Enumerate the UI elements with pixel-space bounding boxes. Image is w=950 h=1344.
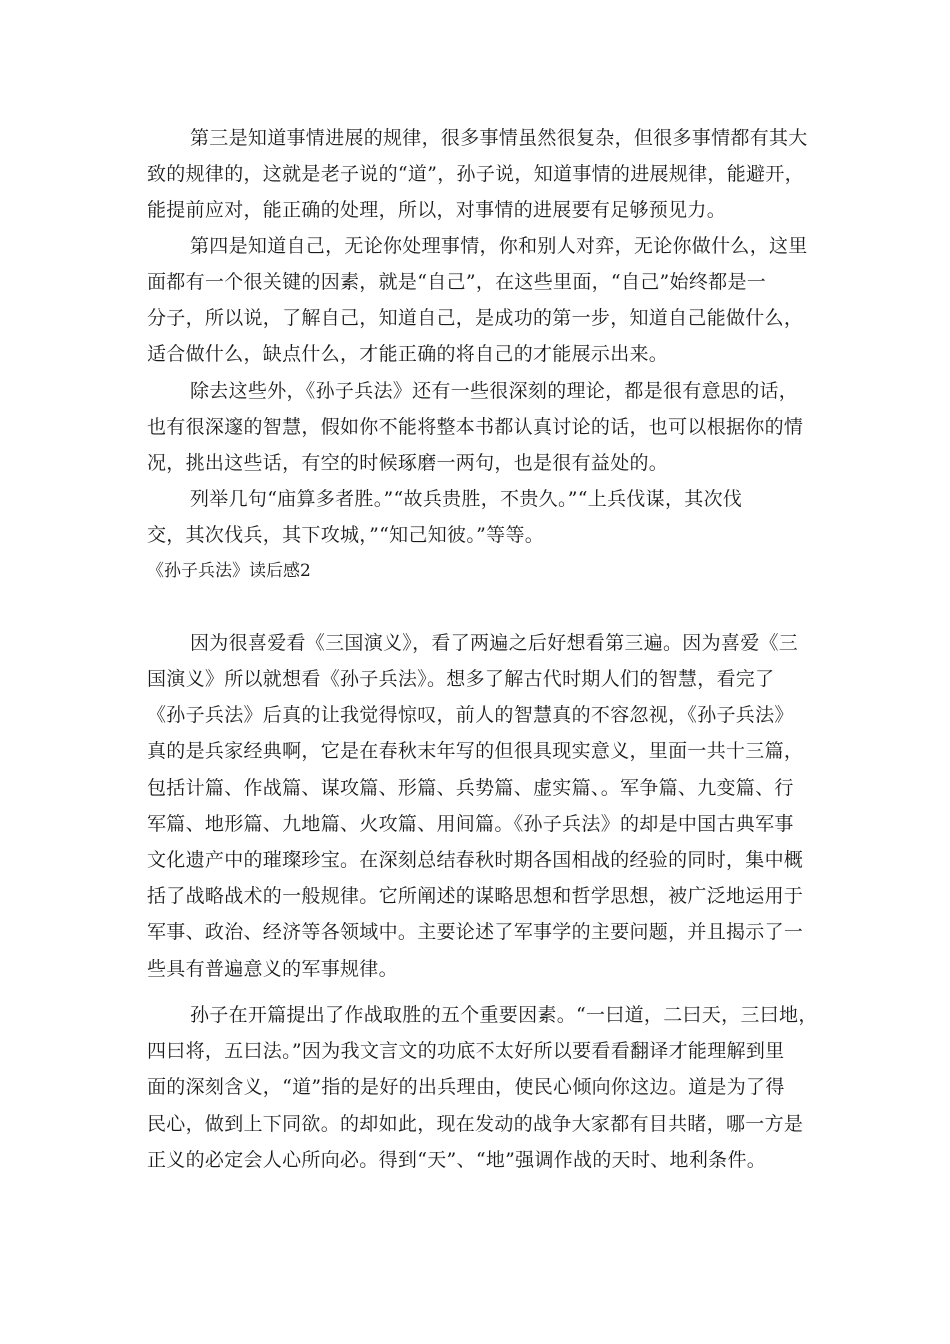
text-line: 面都有一个很关键的因素，就是“自己”，在这些里面，“自己”始终都是一	[147, 271, 767, 293]
text-line: 孙子在开篇提出了作战取胜的五个重要因素。“一曰道，二曰天，三曰地，	[190, 1004, 818, 1026]
text-line: 致的规律的，这就是老子说的“道”，孙子说，知道事情的进展规律，能避开，	[147, 163, 804, 185]
text-line: 况，挑出这些话，有空的时候琢磨一两句，也是很有益处的。	[147, 452, 669, 474]
text-line: 括了战略战术的一般规律。它所阐述的谋略思想和哲学思想，被广泛地运用于	[147, 885, 804, 907]
text-line: 民心，做到上下同欲。的却如此，现在发动的战争大家都有目共睹，哪一方是	[147, 1113, 804, 1135]
text-line: 包括计篇、作战篇、谋攻篇、形篇、兵势篇、虚实篇、。军争篇、九变篇、行	[147, 777, 794, 799]
text-line: 文化遗产中的璀璨珍宝。在深刻总结春秋时期各国相战的经验的同时，集中概	[147, 849, 804, 871]
text-line: 四曰将，五曰法。”因为我文言文的功底不太好所以要看看翻译才能理解到里	[147, 1040, 785, 1062]
text-line: 正义的必定会人心所向必。得到“天”、“地”强调作战的天时、地利条件。	[147, 1149, 767, 1171]
text-line: 《孙子兵法》后真的让我觉得惊叹，前人的智慧真的不容忽视，《孙子兵法》	[147, 704, 794, 726]
text-line: 能提前应对，能正确的处理，所以，对事情的进展要有足够预见力。	[147, 199, 727, 221]
section-heading: 《孙子兵法》读后感2	[147, 561, 311, 581]
text-line: 列举几句“庙算多者胜。”“故兵贵胜，不贵久。”“上兵伐谋，其次伐	[190, 488, 743, 510]
text-line: 国演义》所以就想看《孙子兵法》。想多了解古代时期人们的智慧，看完了	[147, 668, 775, 690]
text-line: 军篇、地形篇、九地篇、火攻篇、用间篇。《孙子兵法》的却是中国古典军事	[147, 813, 794, 835]
text-line: 真的是兵家经典啊，它是在春秋末年写的但很具现实意义，里面一共十三篇，	[147, 740, 804, 762]
text-line: 军事、政治、经济等各领域中。主要论述了军事学的主要问题，并且揭示了一	[147, 921, 804, 943]
text-line: 第三是知道事情进展的规律，很多事情虽然很复杂，但很多事情都有其大	[190, 127, 808, 149]
text-line: 因为很喜爱看《三国演义》，看了两遍之后好想看第三遍。因为喜爱《三	[190, 632, 799, 654]
text-line: 面的深刻含义，“道”指的是好的出兵理由，使民心倾向你这边。道是为了得	[147, 1076, 785, 1098]
text-line: 除去这些外，《孙子兵法》还有一些很深刻的理论，都是很有意思的话，	[190, 380, 799, 402]
text-line: 也有很深邃的智慧，假如你不能将整本书都认真讨论的话，也可以根据你的情	[147, 416, 804, 438]
text-line: 第四是知道自己，无论你处理事情，你和别人对弈，无论你做什么，这里	[190, 235, 808, 257]
text-line: 分子，所以说，了解自己，知道自己，是成功的第一步，知道自己能做什么，	[147, 307, 804, 329]
text-line: 交，其次伐兵，其下攻城，”“知己知彼。”等等。	[147, 524, 545, 546]
text-line: 适合做什么，缺点什么，才能正确的将自己的才能展示出来。	[147, 343, 669, 365]
text-line: 些具有普遍意义的军事规律。	[147, 958, 398, 980]
